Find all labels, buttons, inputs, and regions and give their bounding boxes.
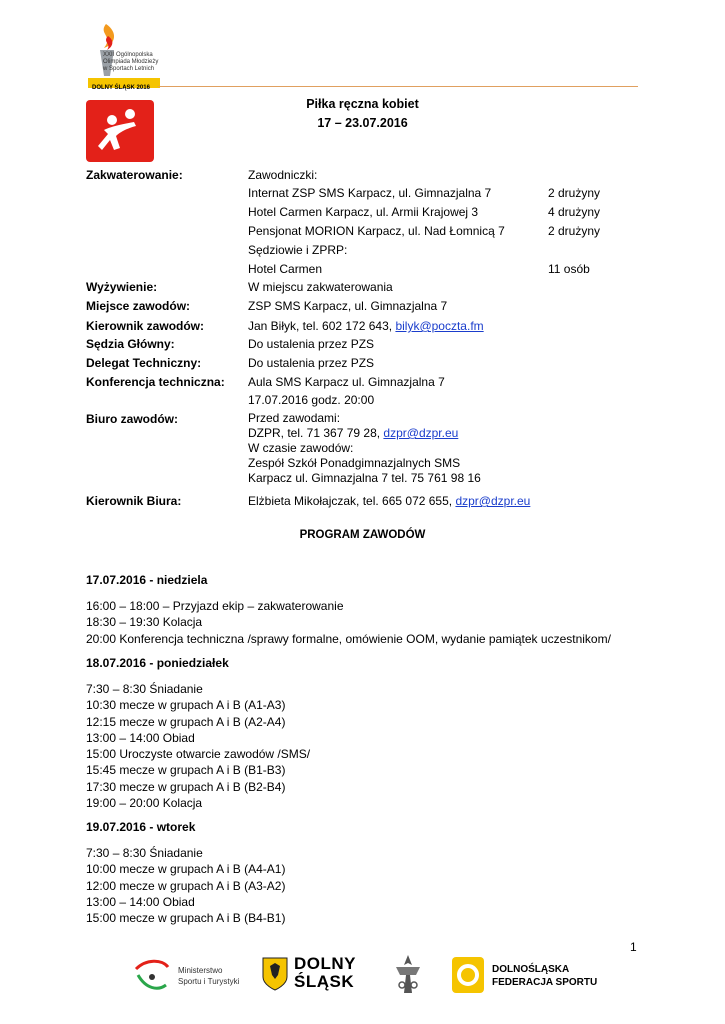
email-link[interactable]: dzpr@dzpr.eu bbox=[383, 426, 459, 440]
logo-band: DOLNY ŚLĄSK 2016 bbox=[88, 78, 160, 88]
ministry-icon bbox=[132, 955, 172, 999]
list-item: 12:15 mecze w grupach A i B (A2-A4) bbox=[86, 714, 286, 729]
day-items bbox=[86, 598, 611, 647]
eagle-crest-icon bbox=[262, 957, 288, 991]
page-title: Piłka ręczna kobiet bbox=[306, 97, 419, 111]
label-biuro: Biuro zawodów: bbox=[86, 412, 178, 426]
row-delegat bbox=[86, 354, 646, 372]
row-wyzywienie bbox=[86, 278, 646, 296]
header-divider bbox=[158, 86, 638, 87]
row-konferencja-date bbox=[86, 391, 646, 409]
dolny-slask-logo: DOLNY ŚLĄSK bbox=[262, 953, 362, 1001]
logo-caption: XXII Ogólnopolska Olimpiada Młodzieży w Sportach Letnich bbox=[103, 52, 159, 72]
dfs-icon bbox=[452, 957, 484, 993]
day-title: 19.07.2016 - wtorek bbox=[86, 820, 196, 834]
day-items bbox=[86, 681, 310, 811]
list-item: 18:30 – 19:30 Kolacja bbox=[86, 615, 203, 630]
label-delegat: Delegat Techniczny: bbox=[86, 356, 202, 370]
value-miejsce: ZSP SMS Karpacz, ul. Gimnazjalna 7 bbox=[248, 299, 448, 313]
hotel-row bbox=[86, 184, 646, 202]
hotel-name: Hotel Carmen bbox=[248, 262, 323, 276]
label-miejsce: Miejsce zawodów: bbox=[86, 299, 191, 313]
list-item: 7:30 – 8:30 Śniadanie bbox=[86, 846, 203, 860]
row-sedzia bbox=[86, 335, 646, 353]
dfs-logo: DOLNOŚLĄSKA FEDERACJA SPORTU bbox=[452, 953, 602, 1001]
value-zawodniczki: Zawodniczki: bbox=[248, 168, 318, 182]
email-link[interactable]: dzpr@dzpr.eu bbox=[455, 494, 531, 508]
row-konferencja bbox=[86, 373, 646, 391]
row-zakwaterowanie bbox=[86, 166, 646, 184]
row-sedziowie bbox=[86, 241, 646, 259]
hotel-count: 11 osób bbox=[548, 262, 590, 276]
day-items bbox=[86, 845, 285, 926]
hotel-row bbox=[86, 222, 646, 240]
list-item: 16:00 – 18:00 – Przyjazd ekip – zakwaterowanie bbox=[86, 599, 344, 613]
hotel-name: Internat ZSP SMS Karpacz, ul. Gimnazjalna 7 bbox=[248, 186, 492, 200]
value-sedzia: Do ustalenia przez PZS bbox=[248, 337, 375, 351]
value-biuro: Przed zawodami: DZPR, tel. 71 367 79 28, dzpr@dzpr.eu W czasie zawodów: Zespół Szkół Ponadgimnazjalnych SMS Karpacz ul. Gimnazjalna 7 tel. 75 761 98 16 bbox=[248, 411, 481, 485]
list-item: 15:00 Uroczyste otwarcie zawodów /SMS/ bbox=[86, 747, 311, 762]
value-kierownik-biura: Elżbieta Mikołajczak, tel. 665 072 655, dzpr@dzpr.eu bbox=[248, 494, 531, 508]
emblem-icon bbox=[390, 953, 426, 997]
ministry-logo: Ministerstwo Sportu i Turystyki bbox=[132, 953, 242, 1001]
list-item: 15:00 mecze w grupach A i B (B4-B1) bbox=[86, 911, 286, 926]
value-kierownik: Jan Biłyk, tel. 602 172 643, bilyk@poczta.fm bbox=[248, 319, 484, 333]
hotel-name: Hotel Carmen Karpacz, ul. Armii Krajowej 3 bbox=[248, 205, 479, 219]
list-item: 7:30 – 8:30 Śniadanie bbox=[86, 682, 203, 696]
list-item: 15:45 mecze w grupach A i B (B1-B3) bbox=[86, 763, 286, 778]
value-sedziowie: Sędziowie i ZPRP: bbox=[248, 243, 348, 257]
label-kierownik-biura: Kierownik Biura: bbox=[86, 494, 182, 508]
hotel-row bbox=[86, 203, 646, 221]
value-delegat: Do ustalenia przez PZS bbox=[248, 356, 375, 370]
label-sedzia: Sędzia Główny: bbox=[86, 337, 175, 351]
label-wyzywienie: Wyżywienie: bbox=[86, 280, 158, 294]
hotel-name: Pensjonat MORION Karpacz, ul. Nad Łomnicą 7 bbox=[248, 224, 505, 238]
day-title: 18.07.2016 - poniedziałek bbox=[86, 656, 229, 670]
label-zakwaterowanie: Zakwaterowanie: bbox=[86, 168, 183, 182]
list-item: 20:00 Konferencja techniczna /sprawy formalne, omówienie OOM, wydanie pamiątek uczestnikom/ bbox=[86, 631, 611, 646]
label-kierownik: Kierownik zawodów: bbox=[86, 319, 205, 333]
list-item: 17:30 mecze w grupach A i B (B2-B4) bbox=[86, 779, 286, 794]
day-title: 17.07.2016 - niedziela bbox=[86, 573, 208, 587]
list-item: 13:00 – 14:00 Obiad bbox=[86, 894, 195, 909]
value-wyzywienie: W miejscu zakwaterowania bbox=[248, 280, 393, 294]
hotel-row bbox=[86, 260, 646, 278]
email-link[interactable]: bilyk@poczta.fm bbox=[395, 319, 484, 333]
hotel-count: 2 drużyny bbox=[548, 224, 601, 238]
list-item: 10:00 mecze w grupach A i B (A4-A1) bbox=[86, 862, 286, 877]
list-item: 12:00 mecze w grupach A i B (A3-A2) bbox=[86, 878, 286, 893]
row-kierownik bbox=[86, 317, 646, 335]
hotel-count: 4 drużyny bbox=[548, 205, 601, 219]
label-konferencja: Konferencja techniczna: bbox=[86, 375, 225, 389]
value-konferencja: Aula SMS Karpacz ul. Gimnazjalna 7 bbox=[248, 375, 445, 389]
row-kierownik-biura bbox=[86, 492, 646, 510]
list-item: 13:00 – 14:00 Obiad bbox=[86, 730, 195, 745]
page-subtitle: 17 – 23.07.2016 bbox=[317, 116, 408, 130]
row-miejsce bbox=[86, 297, 646, 315]
program-heading: PROGRAM ZAWODÓW bbox=[299, 529, 426, 541]
page-number: 1 bbox=[630, 940, 637, 954]
value-konferencja-date: 17.07.2016 godz. 20:00 bbox=[248, 393, 375, 407]
hotel-count: 2 drużyny bbox=[548, 186, 601, 200]
list-item: 19:00 – 20:00 Kolacja bbox=[86, 796, 203, 811]
olympic-emblem bbox=[390, 953, 430, 1001]
list-item: 10:30 mecze w grupach A i B (A1-A3) bbox=[86, 698, 286, 713]
